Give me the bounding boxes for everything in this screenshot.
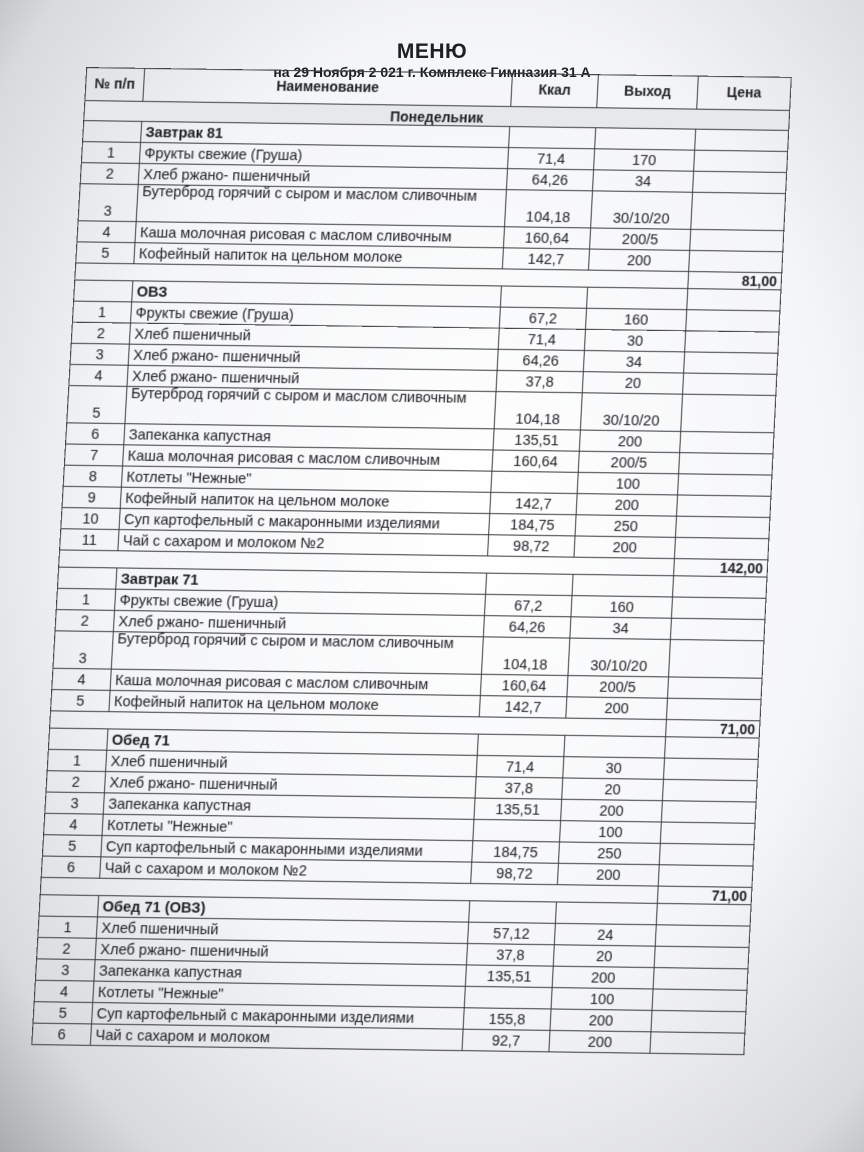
item-name: Котлеты "Нежные"	[103, 815, 475, 841]
item-number: 3	[79, 184, 139, 221]
item-kcal: 64,26	[498, 350, 585, 371]
item-name: Каша молочная рисовая с маслом сливочным	[136, 222, 505, 247]
item-name: Фрукты свежие (Груша)	[115, 590, 486, 615]
item-output: 160	[571, 596, 673, 618]
item-output: 30	[585, 330, 686, 352]
item-price	[663, 780, 757, 802]
item-output: 200	[558, 864, 660, 886]
section-num-cell	[58, 568, 117, 589]
page-subtitle: на 29 Ноября 2 021 г. Комплекс Гимназия 31 А	[273, 64, 591, 80]
section-out-cell	[556, 902, 658, 924]
item-number: 2	[72, 323, 131, 344]
section-title: Обед 71	[107, 729, 479, 755]
item-kcal: 98,72	[488, 535, 575, 556]
item-price	[680, 432, 773, 453]
section-kcal-cell	[469, 901, 557, 923]
item-price	[653, 989, 747, 1011]
item-kcal: 64,26	[484, 616, 572, 637]
item-name: Бутерброд горячий с сыром и маслом сливочным	[137, 185, 507, 226]
section-price-cell	[657, 904, 751, 926]
section-kcal-cell	[478, 735, 566, 757]
item-price	[654, 968, 748, 990]
section-out-cell	[573, 575, 675, 597]
page-title: МЕНЮ	[396, 40, 468, 63]
item-output: 100	[578, 473, 679, 495]
menu-table	[27, 67, 792, 1139]
item-name: Бутерброд горячий с сыром и маслом сливочным	[112, 632, 484, 674]
day-label: Понедельник	[389, 107, 484, 126]
item-kcal	[491, 472, 578, 493]
item-number: 4	[77, 221, 136, 242]
item-number: 4	[35, 981, 95, 1002]
item-price	[660, 844, 754, 866]
item-number: 1	[38, 917, 98, 938]
item-number: 5	[51, 690, 110, 711]
item-price	[655, 947, 749, 969]
item-price	[676, 517, 769, 538]
item-output: 30	[563, 757, 665, 779]
item-name: Котлеты "Нежные"	[93, 982, 466, 1008]
item-kcal: 142,7	[480, 696, 568, 717]
item-name: Чай с сахаром и молоком	[91, 1024, 464, 1050]
item-output: 200	[589, 250, 690, 271]
section-title: Завтрак 81	[141, 122, 510, 147]
item-output: 34	[593, 170, 694, 191]
item-number: 2	[47, 771, 107, 792]
item-name: Кофейный напиток на цельном молоке	[109, 691, 480, 716]
item-number: 10	[61, 508, 120, 529]
item-output: 200	[580, 431, 681, 453]
item-price	[691, 193, 785, 230]
item-number: 6	[32, 1024, 92, 1045]
item-name: Бутерброд горячий с сыром и маслом сливочным	[125, 387, 496, 428]
item-number: 6	[42, 857, 102, 878]
item-output: 20	[562, 778, 664, 800]
item-price	[689, 251, 782, 272]
item-output: 170	[594, 149, 695, 170]
item-price	[672, 597, 765, 619]
item-price	[664, 759, 758, 781]
header-out: Выход	[597, 75, 699, 108]
item-price	[681, 395, 775, 433]
item-number: 1	[73, 302, 132, 323]
item-name: Чай с сахаром и молоком №2	[100, 857, 472, 883]
item-number: 1	[57, 589, 116, 610]
section-out-cell	[587, 288, 688, 309]
item-price	[693, 172, 786, 193]
item-number: 2	[56, 610, 115, 631]
item-number: 8	[64, 466, 123, 487]
item-output: 20	[583, 372, 684, 394]
item-price	[685, 331, 778, 352]
item-price	[671, 619, 764, 641]
item-output: 30/10/20	[591, 191, 693, 228]
item-kcal: 160,64	[481, 675, 569, 696]
item-output: 200	[566, 697, 668, 719]
item-kcal: 142,7	[490, 493, 577, 514]
section-num-cell	[49, 729, 109, 750]
section-price-cell	[687, 289, 780, 310]
item-number: 5	[67, 386, 127, 423]
section-kcal-cell	[486, 574, 573, 595]
item-kcal: 67,2	[500, 308, 587, 329]
item-kcal: 67,2	[485, 595, 572, 616]
item-kcal: 57,12	[468, 923, 556, 945]
item-output: 200	[551, 1009, 653, 1031]
item-output: 100	[560, 821, 662, 843]
header-kcal: Ккал	[511, 74, 599, 107]
section-price-cell	[695, 130, 788, 151]
item-price	[684, 352, 777, 373]
item-kcal: 64,26	[507, 169, 594, 190]
item-name: Каша молочная рисовая с маслом сливочным	[123, 445, 493, 470]
item-name: Котлеты "Нежные"	[122, 466, 492, 491]
item-kcal: 37,8	[497, 371, 584, 392]
item-price	[662, 801, 756, 823]
item-output: 30/10/20	[581, 393, 683, 431]
item-output: 200	[574, 536, 675, 558]
item-kcal	[473, 820, 561, 842]
section-out-cell	[564, 736, 666, 758]
item-price	[678, 474, 771, 495]
item-price	[679, 453, 772, 474]
item-output: 100	[552, 988, 654, 1010]
item-kcal: 184,75	[489, 514, 576, 535]
item-kcal: 104,18	[495, 392, 583, 429]
item-name: Хлеб пшеничный	[130, 324, 500, 349]
item-number: 4	[69, 365, 128, 386]
item-name: Хлеб ржано- пшеничный	[128, 366, 498, 391]
item-name: Кофейный напиток на цельном молоке	[121, 488, 492, 513]
item-name: Хлеб ржано- пшеничный	[96, 939, 468, 965]
item-kcal: 104,18	[482, 637, 570, 675]
item-name: Фрукты свежие (Груша)	[131, 302, 501, 327]
section-total-price: 81,00	[741, 272, 778, 289]
item-price	[686, 310, 779, 331]
item-kcal: 160,64	[492, 450, 579, 471]
item-number: 3	[45, 793, 105, 814]
item-price	[694, 151, 787, 172]
item-name: Хлеб пшеничный	[106, 751, 478, 777]
section-title: Обед 71 (ОВЗ)	[98, 896, 470, 922]
item-name: Хлеб ржано- пшеничный	[105, 772, 477, 798]
item-kcal: 98,72	[471, 863, 559, 885]
item-output: 34	[570, 617, 672, 639]
item-number: 2	[81, 163, 140, 184]
header-num: № п/п	[85, 68, 145, 101]
item-output: 20	[554, 945, 656, 967]
header-price: Цена	[726, 84, 762, 101]
item-price	[661, 823, 755, 845]
section-total-price: 71,00	[711, 886, 748, 904]
section-num-cell	[40, 895, 100, 916]
item-price	[651, 1011, 745, 1033]
item-number: 3	[36, 959, 96, 980]
section-kcal-cell	[509, 127, 596, 148]
section-title: Завтрак 71	[116, 568, 487, 593]
item-output: 200/5	[590, 228, 691, 249]
item-price	[669, 640, 763, 678]
section-out-cell	[595, 128, 696, 149]
section-num-cell	[74, 281, 133, 302]
item-price	[659, 865, 753, 887]
item-name: Суп картофельный с макаронными изделиями	[92, 1003, 465, 1029]
section-total-price: 142,00	[719, 559, 764, 577]
item-kcal: 135,51	[466, 965, 554, 987]
item-output: 200/5	[579, 452, 680, 474]
item-kcal: 92,7	[463, 1030, 551, 1052]
item-number: 5	[76, 242, 135, 263]
item-kcal: 37,8	[467, 944, 555, 966]
item-name: Хлеб ржано- пшеничный	[114, 611, 485, 636]
header-name: Наименование	[143, 69, 513, 106]
item-price	[675, 538, 768, 560]
item-name: Запеканка капустная	[124, 424, 494, 449]
section-kcal-cell	[501, 286, 588, 307]
item-output: 250	[576, 515, 677, 537]
item-output: 34	[584, 351, 685, 373]
item-name: Каша молочная рисовая с маслом сливочным	[111, 670, 482, 695]
item-number: 3	[71, 344, 130, 365]
item-output: 160	[586, 309, 687, 331]
item-number: 1	[82, 142, 141, 163]
item-name: Суп картофельный с макаронными изделиями	[101, 836, 473, 862]
item-number: 4	[52, 669, 111, 690]
item-name: Хлеб ржано- пшеничный	[129, 345, 499, 370]
section-total-price: 71,00	[719, 720, 756, 738]
item-kcal: 135,51	[494, 429, 581, 450]
section-price-cell	[673, 576, 766, 598]
item-name: Кофейный напиток на цельном молоке	[134, 243, 504, 268]
item-kcal: 135,51	[474, 799, 562, 821]
item-price	[677, 495, 770, 516]
item-price	[690, 230, 783, 251]
item-name: Чай с сахаром и молоком №2	[118, 530, 489, 555]
item-kcal	[465, 987, 553, 1009]
item-number: 11	[60, 529, 119, 550]
item-number: 1	[48, 750, 108, 771]
item-number: 5	[43, 835, 103, 856]
item-number: 3	[53, 631, 113, 668]
item-kcal: 142,7	[503, 248, 590, 269]
item-name: Запеканка капустная	[104, 793, 476, 819]
item-output: 200/5	[567, 676, 669, 698]
item-name: Хлеб ржано- пшеничный	[139, 164, 508, 189]
item-name: Фрукты свежие (Груша)	[140, 143, 509, 168]
item-name: Запеканка капустная	[94, 960, 466, 986]
item-price	[668, 677, 762, 699]
item-output: 200	[553, 967, 655, 989]
section-price-cell	[665, 737, 759, 759]
item-number: 6	[66, 423, 125, 444]
item-price	[683, 374, 776, 395]
item-output: 30/10/20	[568, 639, 670, 677]
section-num-cell	[83, 121, 142, 142]
item-output: 250	[559, 842, 661, 864]
item-number: 2	[37, 938, 97, 959]
item-price	[650, 1032, 744, 1054]
item-number: 7	[65, 444, 124, 465]
item-name: Хлеб пшеничный	[97, 917, 469, 943]
section-title: ОВЗ	[132, 281, 502, 306]
item-kcal: 71,4	[508, 148, 595, 169]
item-price	[656, 925, 750, 947]
item-output: 200	[577, 494, 678, 516]
item-name: Суп картофельный с макаронными изделиями	[120, 509, 491, 534]
item-price	[667, 699, 761, 721]
item-kcal: 71,4	[477, 756, 565, 778]
item-kcal: 155,8	[464, 1008, 552, 1030]
item-number: 4	[44, 814, 104, 835]
item-kcal: 160,64	[504, 227, 591, 248]
item-kcal: 184,75	[472, 841, 560, 863]
item-kcal: 37,8	[476, 777, 564, 799]
item-kcal: 104,18	[505, 190, 593, 227]
item-number: 5	[34, 1002, 94, 1023]
item-output: 200	[561, 800, 663, 822]
item-number: 9	[63, 487, 122, 508]
item-output: 24	[555, 924, 657, 946]
item-output: 200	[549, 1031, 651, 1053]
item-kcal: 71,4	[499, 329, 586, 350]
